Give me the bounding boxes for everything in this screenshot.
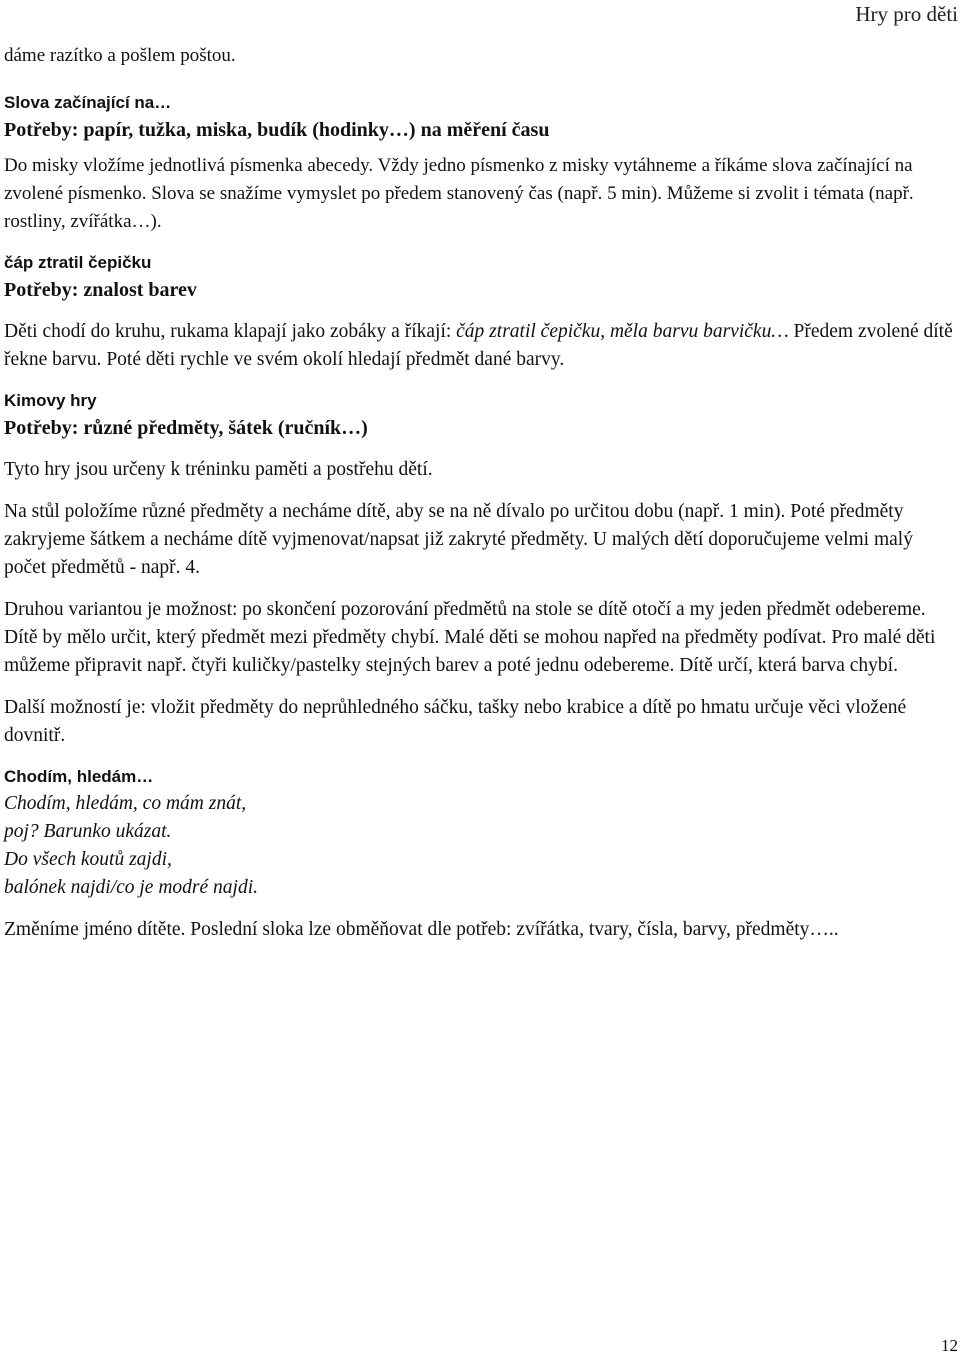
section-title-kimovy: Kimovy hry [4, 391, 97, 410]
page-number: 12 [941, 1336, 958, 1355]
poem [4, 790, 954, 902]
intro-line: dáme razítko a pošlem poštou. [4, 45, 236, 66]
section-title-slova: Slova začínající na… [4, 93, 172, 112]
section-text-kimovy-3: Druhou variantou je možnost: po skončení pozorování předmětů na stole se dítě otočí a my jeden předmět odebereme. Dítě by mělo určit, který předmět mezi předměty chybí. Malé děti se mohou napřed na předměty podívat. Pro malé děti můžeme připravit např. čtyři kuličky/pastelky stejných barev a poté jednu odebereme. Dítě určí, která barva chybí. [4, 599, 936, 676]
section-text-kimovy-1: Tyto hry jsou určeny k tréninku paměti a postřehu dětí. [4, 459, 433, 480]
section-text-cap-a: Děti chodí do kruhu, rukama klapají jako zobáky a říkají: [4, 321, 457, 342]
section-text-kimovy-4: Další možností je: vložit předměty do neprůhledného sáčku, tašky nebo krabice a dítě po hmatu určuje věci vložené dovnitř. [4, 697, 907, 746]
poem-line: poj? Barunko ukázat. [4, 821, 172, 842]
poem-line: Do všech koutů zajdi, [4, 849, 172, 870]
section-text-kimovy-2: Na stůl položíme různé předměty a necháme dítě, aby se na ně dívalo po určitou dobu (např. 1 min). Poté předměty zakryjeme šátkem a necháme dítě vyjmenovat/napsat již zakryté předměty. U malých dětí doporučujeme velmi malý počet předmětů - např. 4. [4, 501, 913, 578]
section-text-chodim: Změníme jméno dítěte. Poslední sloka lze obměňovat dle potřeb: zvířátka, tvary, čísla, barvy, předměty….. [4, 919, 839, 940]
section-title-chodim: Chodím, hledám… [4, 767, 154, 786]
section-text-cap-rhyme: čáp ztratil čepičku, měla barvu barvičku… [456, 321, 789, 342]
section-title-cap: čáp ztratil čepičku [4, 253, 152, 272]
section-text-cap-b: Předem zvolené dítě řekne barvu. Poté děti rychle ve svém okolí hledají předmět dané barvy. [4, 321, 953, 370]
page-header: Hry pro děti [855, 2, 958, 26]
section-text-slova: Do misky vložíme jednotlivá písmenka abecedy. Vždy jedno písmenko z misky vytáhneme a říkáme slova začínající na zvolené písmenko. Slova se snažíme vymyslet po předem stanovený čas (např. 5 min). Můžeme si zvolit i témata (např. rostliny, zvířátka…). [4, 155, 914, 232]
section-text-cap [4, 318, 954, 374]
poem-line: Chodím, hledám, co mám znát, [4, 793, 247, 814]
section-needs-slova: Potřeby: papír, tužka, miska, budík (hodinky…) na měření času [4, 119, 550, 141]
section-needs-cap: Potřeby: znalost barev [4, 279, 197, 301]
document-body [4, 42, 954, 944]
poem-line: balónek najdi/co je modré najdi. [4, 877, 258, 898]
section-needs-kimovy: Potřeby: různé předměty, šátek (ručník…) [4, 417, 368, 439]
